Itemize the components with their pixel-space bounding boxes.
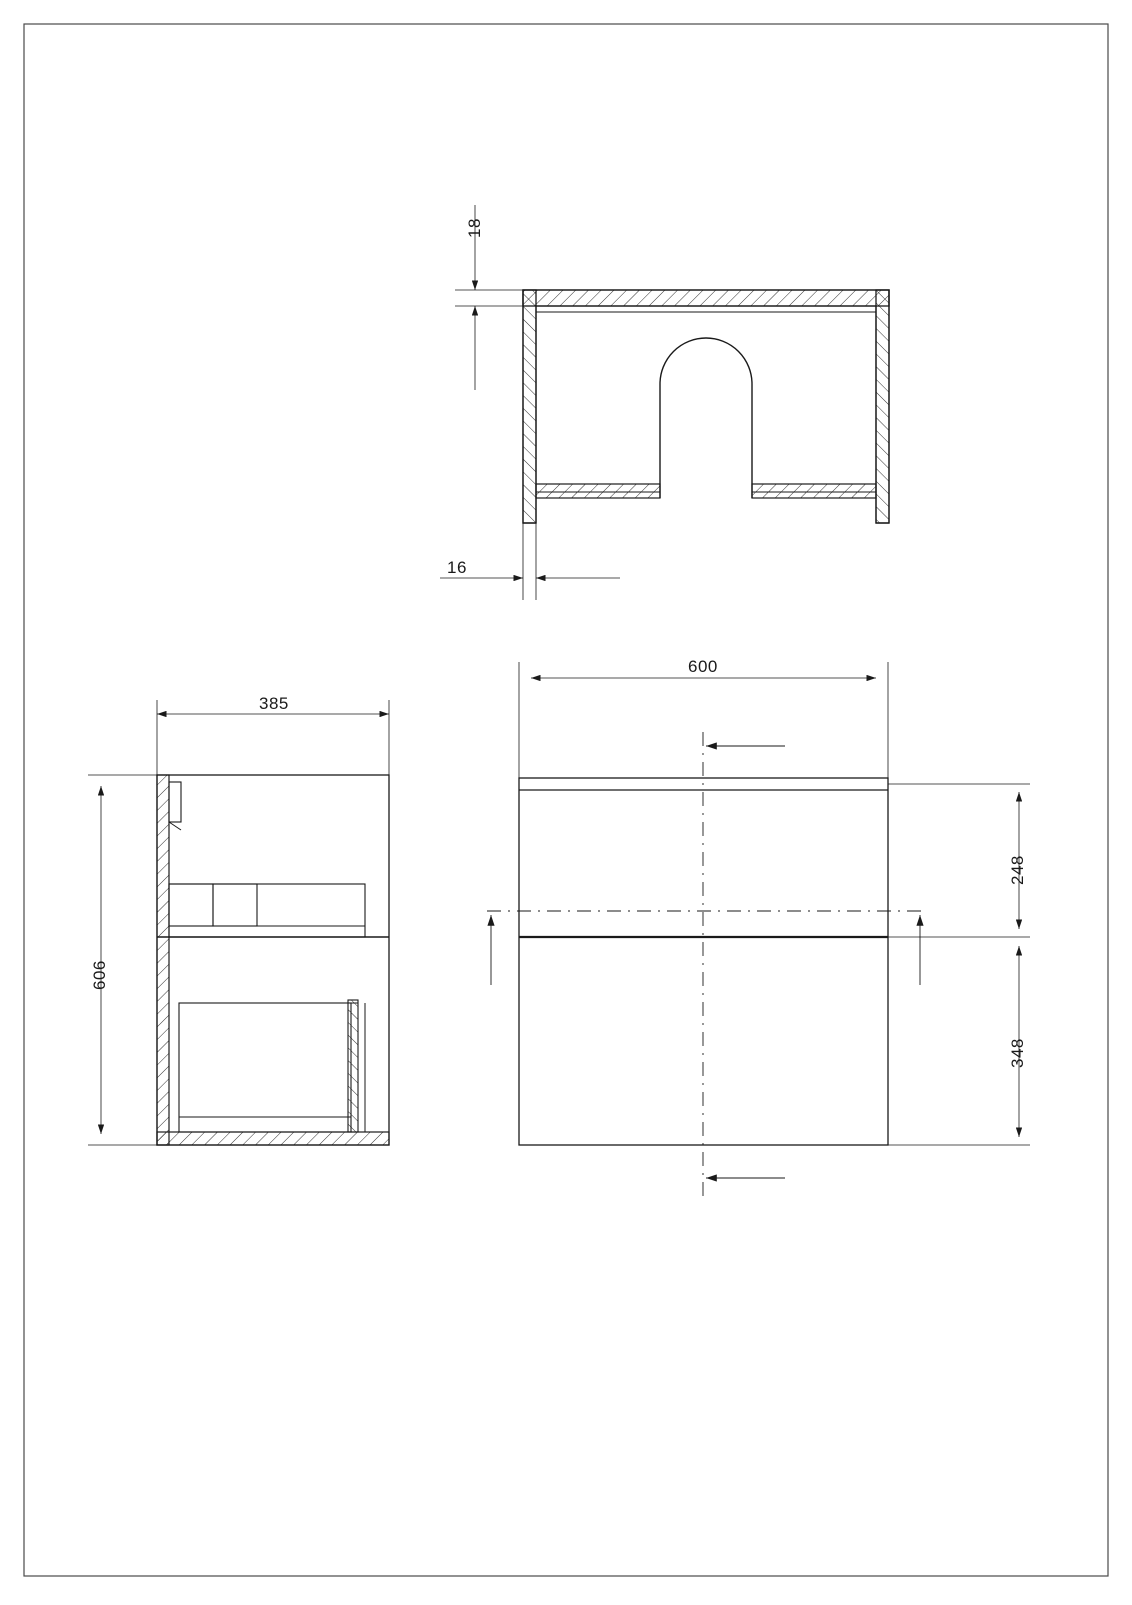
bottom-rail-left-section — [536, 484, 660, 498]
back-panel-section — [157, 775, 169, 1145]
front-panel-section — [348, 1000, 358, 1132]
dimension-label-606: 606 — [90, 960, 109, 990]
right-side-panel-section — [876, 290, 889, 523]
front-outline — [519, 778, 888, 1145]
dimension-label-385: 385 — [259, 694, 289, 713]
front-view — [487, 662, 1030, 1196]
lower-drawer-box — [179, 1003, 351, 1132]
siphon-cutout — [660, 338, 752, 498]
bottom-rail-right-section — [752, 484, 876, 498]
bottom-panel-section — [157, 1132, 389, 1145]
dimension-label-16: 16 — [447, 558, 467, 577]
side-section-view — [88, 700, 389, 1145]
left-side-panel-section — [523, 290, 536, 523]
upper-drawer-runner-left — [169, 884, 213, 926]
wall-mount-bracket — [169, 782, 181, 822]
top-section-view — [440, 205, 889, 600]
dimension-label-600: 600 — [688, 657, 718, 676]
dimension-label-248: 248 — [1008, 855, 1027, 885]
top-rail-section — [523, 290, 889, 306]
dimension-label-18: 18 — [465, 218, 484, 238]
upper-drawer-box — [169, 884, 365, 937]
dimension-label-348: 348 — [1008, 1038, 1027, 1068]
sheet-border — [24, 24, 1108, 1576]
upper-drawer-runner-right — [213, 884, 257, 926]
